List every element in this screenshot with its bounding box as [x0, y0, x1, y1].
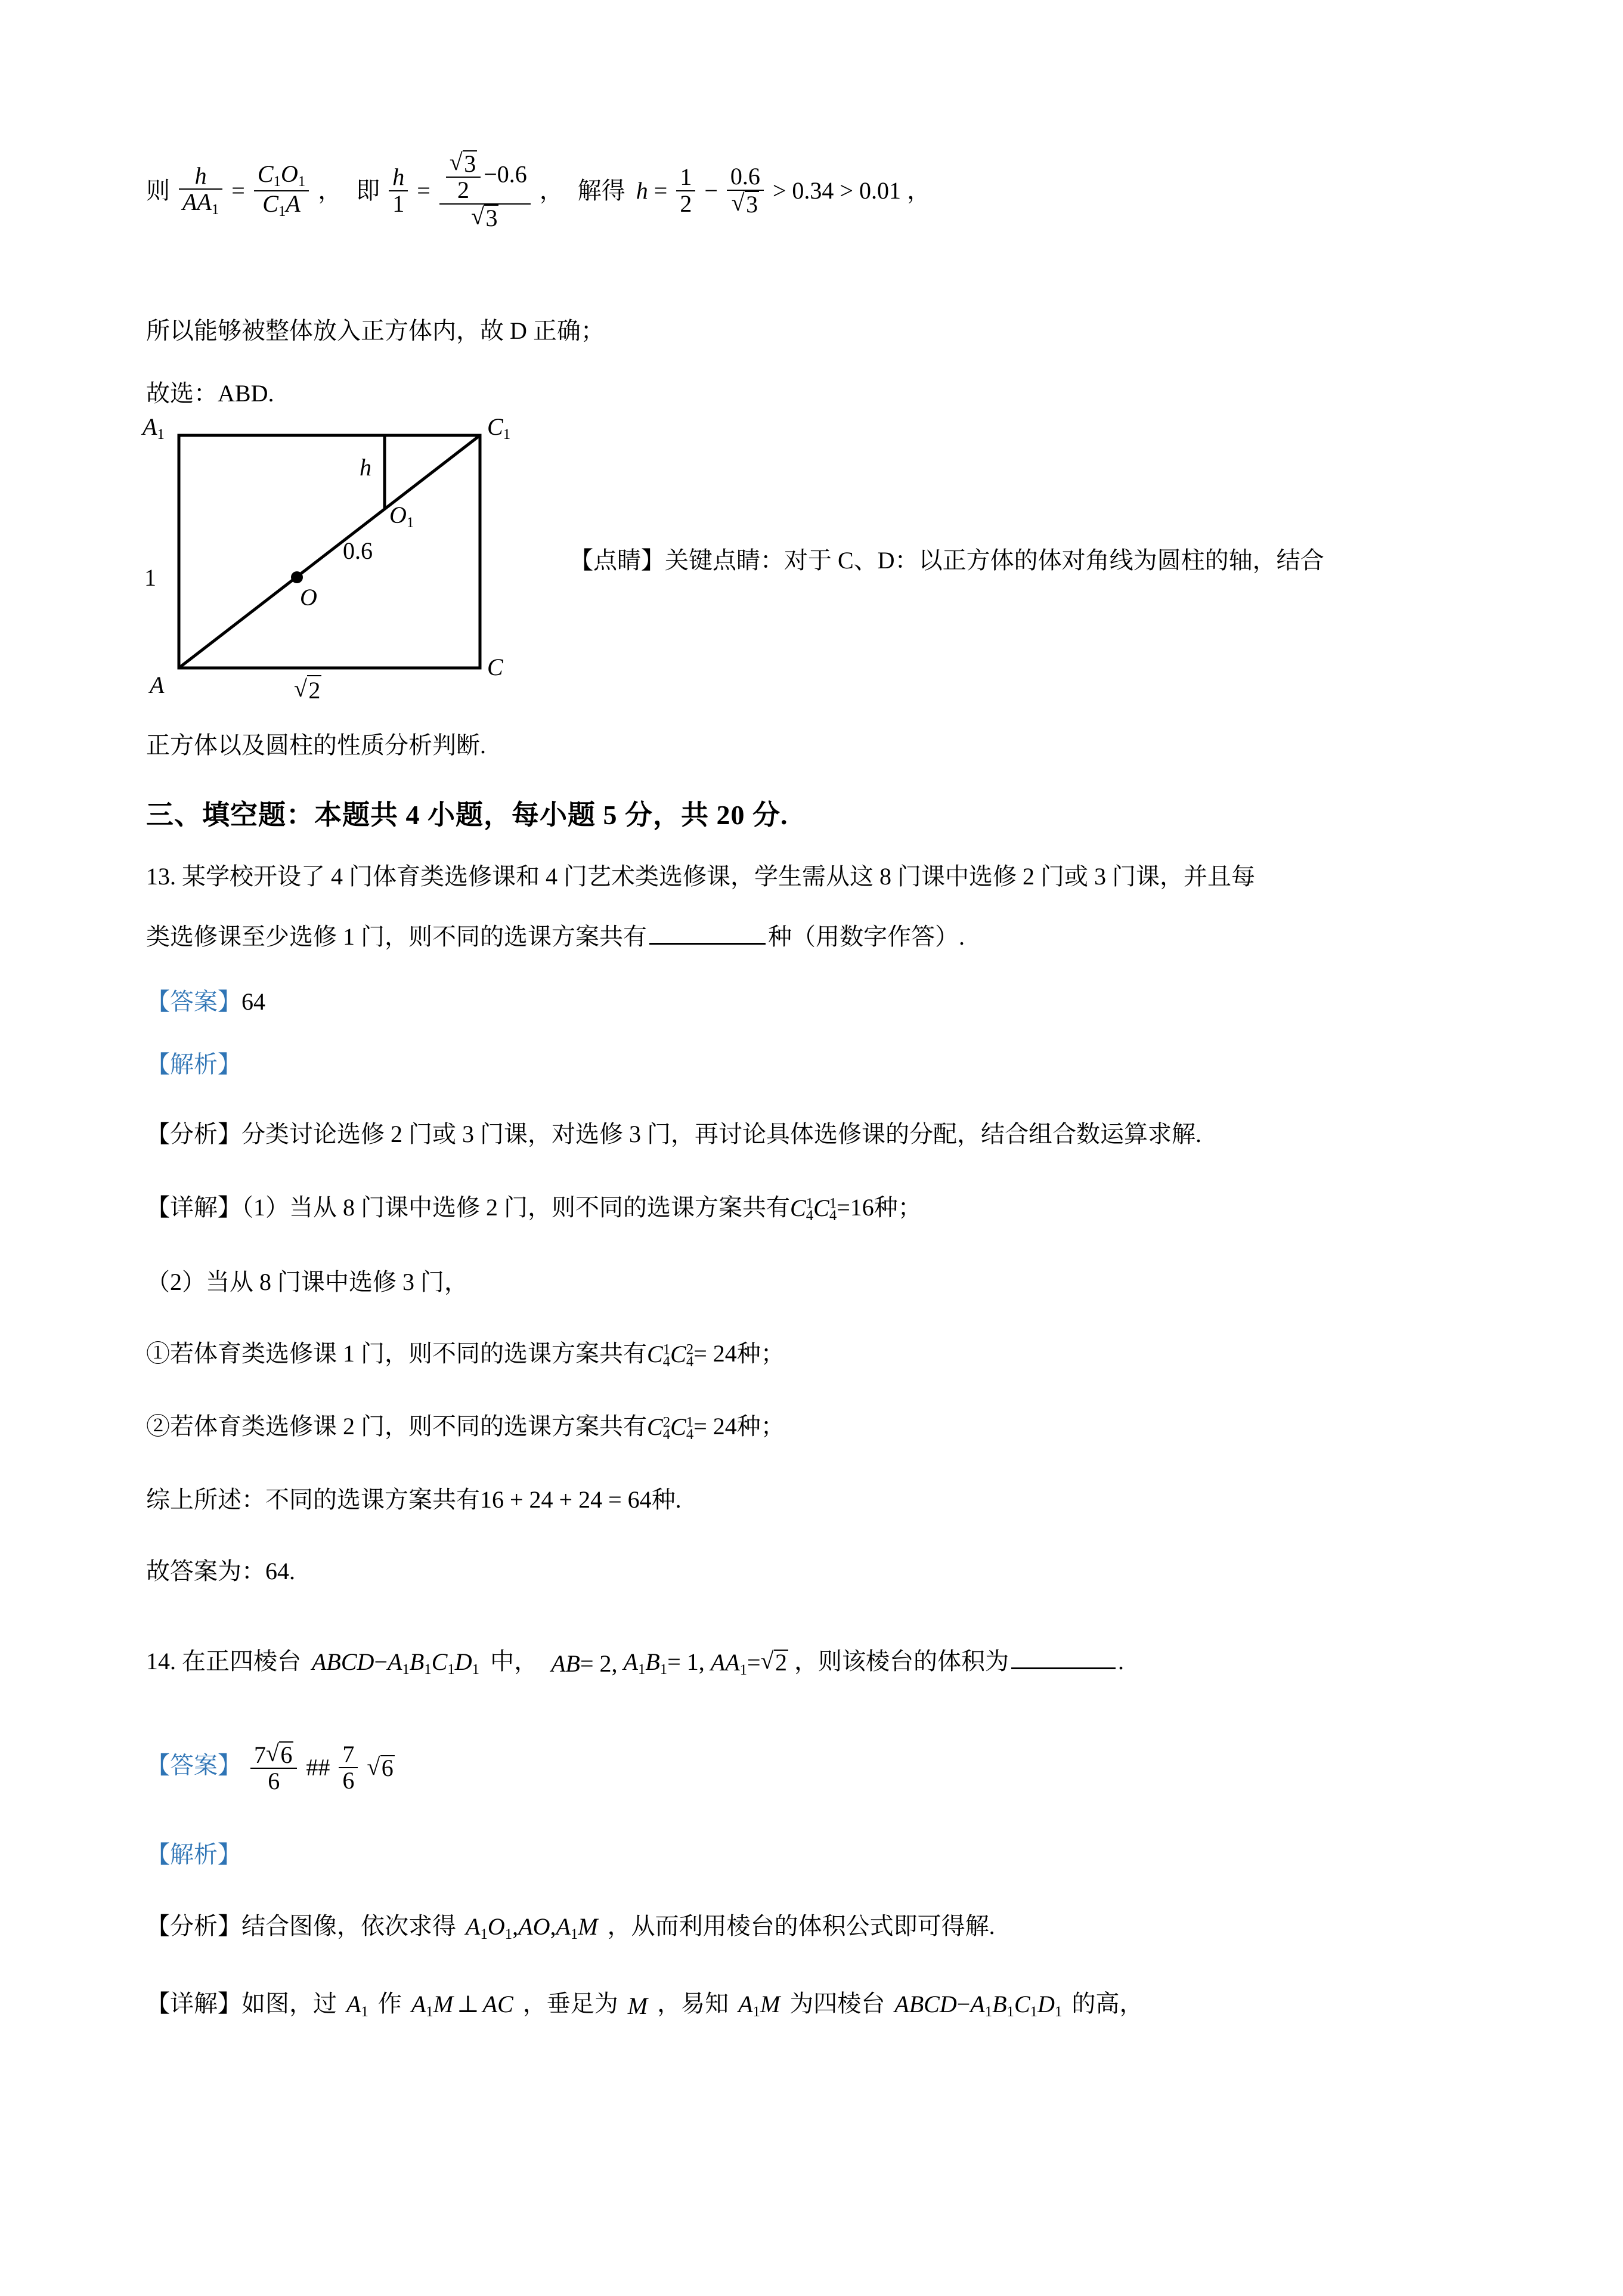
seven-numerator-alt: 7	[342, 1741, 355, 1768]
sqrt-3-radicand-tail: 3	[746, 190, 758, 218]
six-denominator: 6	[250, 1768, 297, 1794]
q13-subcase-2-row	[146, 1415, 785, 1443]
one-denominator: 1	[389, 190, 408, 216]
q13-stem-line-2-tail: 种（用数字作答）.	[768, 923, 965, 950]
q14-fenxi-text-b: ，从而利用棱台的体积公式即可得解.	[607, 1913, 995, 1939]
six-denominator-alt: 6	[339, 1767, 358, 1793]
two-denominator: 2	[446, 177, 481, 203]
q14-xj-text-f: 的高，	[1071, 1990, 1144, 2017]
a-letter-den: A	[286, 190, 301, 217]
label-h: h	[360, 454, 371, 481]
q13-subcase-2-text: ②若体育类选修课 2 门，则不同的选课方案共有	[146, 1413, 647, 1440]
q14-xiangjie-label: 【详解】	[146, 1990, 241, 2017]
q14-fenxi-label: 【分析】	[146, 1913, 241, 1939]
seven-numerator: 7	[254, 1741, 266, 1768]
q14-blank-underline[interactable]	[1011, 1646, 1116, 1669]
label-side-1: 1	[144, 564, 156, 591]
fraction-h-over-aa1	[179, 163, 222, 218]
sqrt-3-outer: √ 3	[471, 202, 498, 231]
combination-c41-c41: $C^14C^14$	[790, 1194, 837, 1224]
q14-answer-fraction-alt	[339, 1742, 358, 1794]
q13-subcase-1-eq: = 24	[693, 1340, 737, 1367]
label-o: O	[300, 584, 317, 611]
q13-fenxi-label: 【分析】	[146, 1121, 241, 1147]
frac-denominator-sub: 1	[211, 202, 219, 218]
value-0-6: 0.6	[497, 160, 527, 188]
q14-stem-suffix: ，则该棱台的体积为	[794, 1648, 1009, 1675]
c1-letter-den: C	[262, 190, 278, 217]
q14-answer-fraction-main: 7 √ 6 6	[250, 1741, 297, 1794]
q13-subcase-2-unit: 种；	[736, 1413, 785, 1440]
section-heading-fill-blank: 三、填空题：本题共 4 小题，每小题 5 分，共 20 分.	[146, 800, 788, 830]
c1-letter: C	[257, 160, 274, 188]
q13-subcase-1-text: ①若体育类选修课 1 门，则不同的选课方案共有	[146, 1340, 647, 1367]
label-a1: A1	[143, 413, 165, 443]
q13-summary-unit: 种.	[651, 1486, 682, 1513]
q13-xiangjie-label: 【详解】	[146, 1194, 241, 1221]
q14-fenxi-row	[146, 1914, 995, 1942]
conclusion-d-line: 所以能够被整体放入正方体内，故 D 正确；	[146, 317, 605, 344]
label-o1: O1	[389, 502, 414, 531]
sqrt6-radicand: 6	[280, 1741, 293, 1768]
diagonal-a-to-c1	[179, 435, 480, 668]
label-a: A	[150, 672, 165, 698]
frac-numerator: h	[194, 162, 207, 189]
formula-line-h-ratio	[146, 150, 931, 231]
q14-xj-text-d: ，易知	[657, 1990, 729, 2017]
fraction-1-over-2	[676, 165, 695, 216]
sqrt-3-radicand-outer: 3	[485, 204, 498, 231]
q13-fenxi-row	[146, 1122, 1201, 1146]
fraction-c1o1-over-c1a	[254, 162, 309, 219]
q14-analysis-label: 【解析】	[146, 1841, 241, 1868]
q13-fenxi-text: 分类讨论选修 2 门或 3 门课，对选修 3 门，再讨论具体选修课的分配，结合组合数运算求解.	[241, 1121, 1201, 1147]
q14-fenxi-text-a: 结合图像，依次求得	[241, 1913, 456, 1939]
minus-sign-tail: −	[704, 177, 718, 204]
q13-stem-line-1: 13. 某学校开设了 4 门体育类选修课和 4 门艺术类选修课，学生需从这 8 门课中选修 2 门或 3 门课，并且每	[146, 863, 1255, 890]
q14-a1b1-value: A1B1= 1,	[623, 1648, 705, 1678]
q13-subcase-1-row	[146, 1342, 785, 1370]
q13-answer-row	[146, 990, 265, 1014]
q13-blank-underline[interactable]	[649, 921, 766, 945]
q14-detail-row	[146, 1992, 1143, 2020]
q14-stem-row	[146, 1646, 1124, 1678]
comma-1: ，	[318, 177, 342, 204]
q14-segment-a1m: A1M	[738, 1990, 780, 2020]
q13-answer-label: 【答案】	[146, 988, 241, 1015]
q13-stem-line-2	[146, 921, 965, 949]
q13-summary-row	[146, 1488, 682, 1512]
minus-sign-inner: −	[484, 160, 497, 188]
q13-detail-unit: 种；	[874, 1194, 922, 1221]
q13-case-2-line: （2）当从 8 门课中选修 3 门，	[146, 1268, 468, 1295]
hint-continuation-line: 正方体以及圆柱的性质分析判断.	[146, 732, 486, 759]
q14-ab-value: AB= 2,	[551, 1650, 618, 1677]
q13-stem-line-2-text: 类选修课至少选修 1 门，则不同的选课方案共有	[146, 923, 647, 950]
q13-subcase-1-unit: 种；	[736, 1340, 785, 1367]
q14-xj-text-b: 作	[377, 1990, 402, 2017]
answer-choice-line: 故选：ABD.	[146, 380, 274, 407]
q14-answer-label: 【答案】	[146, 1752, 241, 1779]
sqrt-3-tail: √ 3	[731, 188, 758, 218]
q14-answer-sqrt-alt: √ 6	[367, 1753, 394, 1782]
c1-sub-den: 1	[278, 203, 286, 219]
fraction-compound	[439, 150, 531, 231]
q13-subcase-2-eq: = 24	[693, 1413, 737, 1440]
q14-solid-name: ABCD−A1B1C1D1	[312, 1648, 480, 1678]
q14-fenxi-segments: A1O1,AO,A1M	[466, 1913, 598, 1942]
q13-summary-math: 16 + 24 + 24 = 64	[480, 1486, 652, 1513]
sqrt-3-radicand: 3	[464, 150, 476, 177]
q14-solid-name-2: ABCD−A1B1C1D1	[894, 1990, 1063, 2020]
o1-letter: O	[280, 160, 298, 188]
fraction-h-over-1	[389, 165, 408, 216]
q14-aa1-value: AA1= √ 2	[710, 1647, 787, 1678]
combination-c42-c41: $C^24C^14$	[647, 1413, 694, 1443]
q13-xiangjie-text: （1）当从 8 门课中选修 2 门，则不同的选课方案共有	[241, 1194, 790, 1221]
q14-stem-suffix-end: .	[1118, 1648, 1124, 1675]
formula-lead: 则	[146, 177, 170, 204]
frac-denominator: AA	[182, 188, 212, 216]
q14-answer-separator: ##	[306, 1754, 330, 1781]
q14-point-a1: A1	[346, 1990, 368, 2020]
q14-perp-relation: A1M ⊥ AC	[411, 1990, 513, 2020]
equals-sign-2: =	[417, 177, 430, 204]
q13-answer-value: 64	[241, 988, 265, 1015]
q14-xj-text-a: 如图，过	[241, 1990, 337, 2017]
h-variable: h	[636, 177, 648, 204]
q14-xj-text-c: ，垂足为	[522, 1990, 618, 2017]
point-o-marker	[291, 571, 303, 583]
q13-final-answer-line: 故答案为：64.	[146, 1558, 295, 1585]
label-c1: C1	[487, 413, 511, 443]
fraction-06-over-sqrt3	[727, 164, 764, 217]
formula-mid-word: 即	[356, 177, 380, 204]
q14-stem-prefix: 14. 在正四棱台	[146, 1648, 301, 1675]
comma-2: ，	[539, 177, 563, 204]
q13-analysis-label: 【解析】	[146, 1051, 241, 1078]
one-num: 1	[680, 163, 692, 191]
q13-detail-eq-16: =16	[837, 1194, 874, 1221]
hint-line: 【点睛】关键点睛：对于 C、D：以正方体的体对角线为圆柱的轴，结合	[569, 547, 1324, 574]
two-den: 2	[676, 190, 695, 216]
label-bottom-sqrt2: √ 2	[294, 675, 321, 704]
comma-3: ，	[907, 177, 931, 204]
label-c: C	[487, 654, 503, 680]
inequality-chain: > 0.34 > 0.01	[772, 177, 901, 204]
value-0-6-num: 0.6	[730, 163, 760, 190]
q14-answer-row	[146, 1741, 395, 1794]
q14-stem-zhong: 中，	[490, 1648, 538, 1675]
q13-summary-text: 综上所述：不同的选课方案共有	[146, 1486, 480, 1513]
h-numerator: h	[392, 163, 405, 191]
c1-sub: 1	[273, 174, 281, 190]
equals-sign-3: =	[653, 177, 668, 204]
sqrt-3-inner: √ 3	[449, 148, 476, 177]
solve-word: 解得	[577, 177, 625, 204]
cube-diagonal-figure	[143, 413, 563, 716]
equals-sign-1: =	[231, 177, 245, 204]
label-0-6: 0.6	[343, 537, 373, 564]
combination-c41-c42: $C^14C^24$	[647, 1340, 694, 1370]
q14-xj-text-e: 为四棱台	[789, 1990, 885, 2017]
q13-detail-row-1	[146, 1196, 922, 1224]
q14-point-m: M	[627, 1992, 648, 2019]
o1-sub: 1	[298, 174, 306, 190]
fraction-sqrt3-over-2	[446, 150, 481, 203]
